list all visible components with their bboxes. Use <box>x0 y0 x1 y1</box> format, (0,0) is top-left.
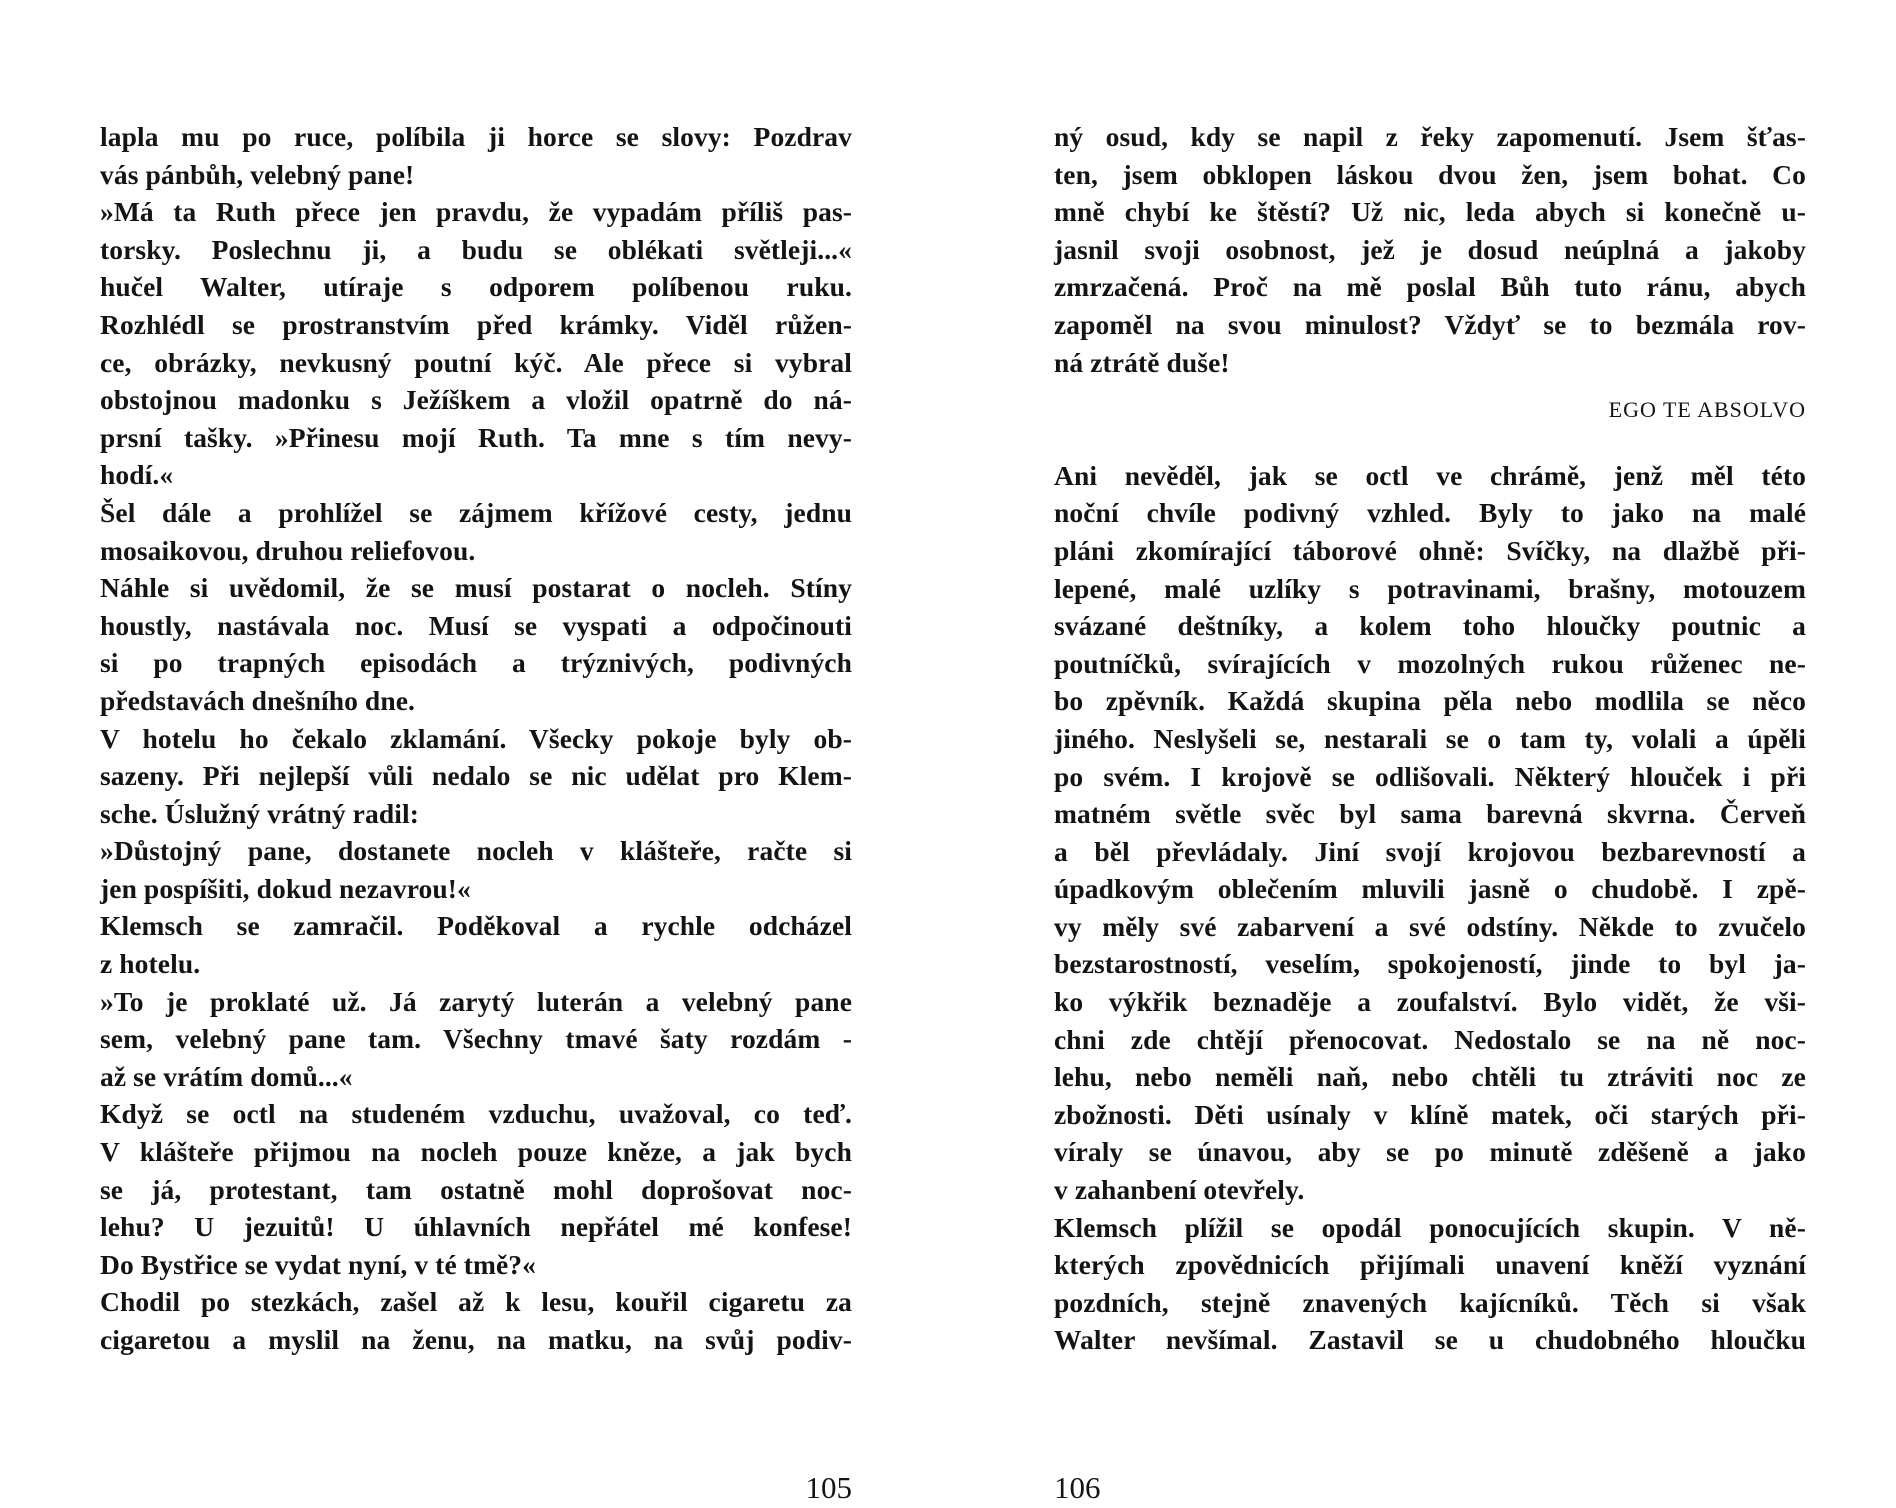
text-line: torsky. Poslechnu ji, a budu se oblékati světleji...« <box>100 233 852 265</box>
text-line: pozdních, stejně znavených kajícníků. Těch si však <box>1054 1286 1806 1318</box>
text-line: sazeny. Při nejlepší vůli nedalo se nic udělat pro Klem- <box>100 760 852 792</box>
text-line: lehu? U jezuitů! U úhlavních nepřátel mé konfese! <box>100 1211 852 1243</box>
text-line: noční chvíle podivný vzhled. Byly to jako na malé <box>1054 497 1806 529</box>
text-line: jasnil svoji osobnost, jež je dosud neúplná a jakoby <box>1054 233 1806 265</box>
text-line: hodí.« <box>100 459 174 491</box>
text-line: Rozhlédl se prostranstvím před krámky. Viděl růžen- <box>100 308 852 340</box>
text-line: vy měly své zabarvení a své odstíny. Někde to zvučelo <box>1054 910 1806 942</box>
text-line: lehu, nebo neměli naň, nebo chtěli tu ztráviti noc ze <box>1054 1061 1806 1093</box>
text-line: až se vrátím domů...« <box>100 1060 353 1092</box>
right-page-text-top <box>1054 118 1806 381</box>
text-line: bo zpěvník. Každá skupina pěla nebo modlila se něco <box>1054 685 1806 717</box>
text-line: sem, velebný pane tam. Všechny tmavé šaty rozdám - <box>100 1023 852 1055</box>
text-line: zmrzačená. Proč na mě poslal Bůh tuto ránu, abych <box>1054 271 1806 303</box>
text-line: matném světle svěc byl sama barevná skvrna. Červeň <box>1054 798 1806 830</box>
text-line: a běl převládaly. Jiní svojí krojovou bezbarevností a <box>1054 835 1806 867</box>
page-number: 105 <box>805 1470 852 1505</box>
text-line: jen pospíšiti, dokud nezavrou!« <box>100 872 471 904</box>
text-line: Chodil po stezkách, zašel až k lesu, kouřil cigaretu za <box>100 1286 852 1318</box>
text-line: hučel Walter, utíraje s odporem políbenou ruku. <box>100 271 852 303</box>
text-line: vás pánbůh, velebný pane! <box>100 158 415 190</box>
text-line: houstly, nastávala noc. Musí se vyspati a odpočinouti <box>100 609 852 641</box>
text-line: kterých zpovědnicích přijímali unavení kněží vyznání <box>1054 1249 1806 1281</box>
text-line: mně chybí ke štěstí? Už nic, leda abych si konečně u- <box>1054 196 1806 228</box>
text-line: víraly se únavou, aby se po minutě zděšeně a jako <box>1054 1136 1806 1168</box>
text-line: v zahanbení otevřely. <box>1054 1174 1305 1206</box>
text-line: Šel dále a prohlížel se zájmem křížové cesty, jednu <box>100 496 852 528</box>
text-line: ce, obrázky, nevkusný poutní kýč. Ale přece si vybral <box>100 346 852 378</box>
right-page-text-bottom <box>1054 457 1806 1359</box>
text-line: Ani nevěděl, jak se octl ve chrámě, jenž měl této <box>1054 459 1806 491</box>
text-line: Walter nevšímal. Zastavil se u chudobného hloučku <box>1054 1324 1806 1356</box>
text-line: ten, jsem obklopen láskou dvou žen, jsem bohat. Co <box>1054 158 1806 190</box>
text-line: Náhle si uvědomil, že se musí postarat o nocleh. Stíny <box>100 572 852 604</box>
text-line: poutníčků, svírajících v mozolných rukou růženec ne- <box>1054 647 1806 679</box>
text-line: Když se octl na studeném vzduchu, uvažoval, co teď. <box>100 1098 852 1130</box>
text-line: představách dnešního dne. <box>100 684 416 716</box>
text-line: mosaikovou, druhou reliefovou. <box>100 534 476 566</box>
text-line: svázané deštníky, a kolem toho hloučky poutnic a <box>1054 610 1806 642</box>
text-line: z hotelu. <box>100 948 201 980</box>
text-line: lepené, malé uzlíky s potravinami, brašny, motouzem <box>1054 572 1806 604</box>
text-line: sche. Úslužný vrátný radil: <box>100 797 419 829</box>
page-number: 106 <box>1054 1470 1101 1505</box>
text-line: se já, protestant, tam ostatně mohl doprošovat noc- <box>100 1173 852 1205</box>
text-line: Klemsch plížil se opodál ponocujících skupin. V ně- <box>1054 1211 1806 1243</box>
text-line: prsní tašky. »Přinesu mojí Ruth. Ta mne s tím nevy- <box>100 421 852 453</box>
chapter-heading: EGO TE ABSOLVO <box>1608 397 1806 423</box>
left-page <box>100 118 852 1505</box>
text-line: »To je proklaté už. Já zarytý luterán a velebný pane <box>100 985 852 1017</box>
text-line: chni zde chtějí přenocovat. Nedostalo se na ně noc- <box>1054 1023 1806 1055</box>
text-line: zbožnosti. Děti usínaly v klíně matek, oči starých při- <box>1054 1098 1806 1130</box>
text-line: Do Bystřice se vydat nyní, v té tmě?« <box>100 1248 536 1280</box>
right-page <box>1054 118 1806 1505</box>
text-line: po svém. I krojově se odlišovali. Některý hlouček i při <box>1054 760 1806 792</box>
text-line: ný osud, kdy se napil z řeky zapomenutí. Jsem šťas- <box>1054 121 1806 152</box>
text-line: si po trapných episodách a trýznivých, podivných <box>100 647 852 679</box>
text-line: bezstarostností, veselím, spokojeností, jinde to byl ja- <box>1054 948 1806 980</box>
text-line: zapoměl na svou minulost? Vždyť se to bezmála rov- <box>1054 308 1806 340</box>
text-line: »Má ta Ruth přece jen pravdu, že vypadám příliš pas- <box>100 196 852 228</box>
text-line: lapla mu po ruce, políbila ji horce se slovy: Pozdrav <box>100 121 852 152</box>
text-line: V hotelu ho čekalo zklamání. Všecky pokoje byly ob- <box>100 722 852 754</box>
text-line: cigaretou a myslil na ženu, na matku, na svůj podiv- <box>100 1324 852 1355</box>
text-line: ná ztrátě duše! <box>1054 346 1230 378</box>
text-line: ko výkřik beznaděje a zoufalství. Bylo vidět, že vši- <box>1054 986 1806 1018</box>
text-line: jiného. Neslyšeli se, nestarali se o tam ty, volali a úpěli <box>1054 722 1806 754</box>
left-page-text <box>100 118 852 1359</box>
text-line: V klášteře přijmou na nocleh pouze kněze, a jak bych <box>100 1136 852 1168</box>
text-line: obstojnou madonku s Ježíškem a vložil opatrně do ná- <box>100 384 852 416</box>
text-line: pláni zkomírající táborové ohně: Svíčky, na dlažbě při- <box>1054 534 1806 566</box>
text-line: Klemsch se zamračil. Poděkoval a rychle odcházel <box>100 910 852 942</box>
text-line: úpadkovým oblečením mluvili jasně o chudobě. I zpě- <box>1054 873 1806 905</box>
text-line: »Důstojný pane, dostanete nocleh v klášteře, račte si <box>100 835 852 867</box>
